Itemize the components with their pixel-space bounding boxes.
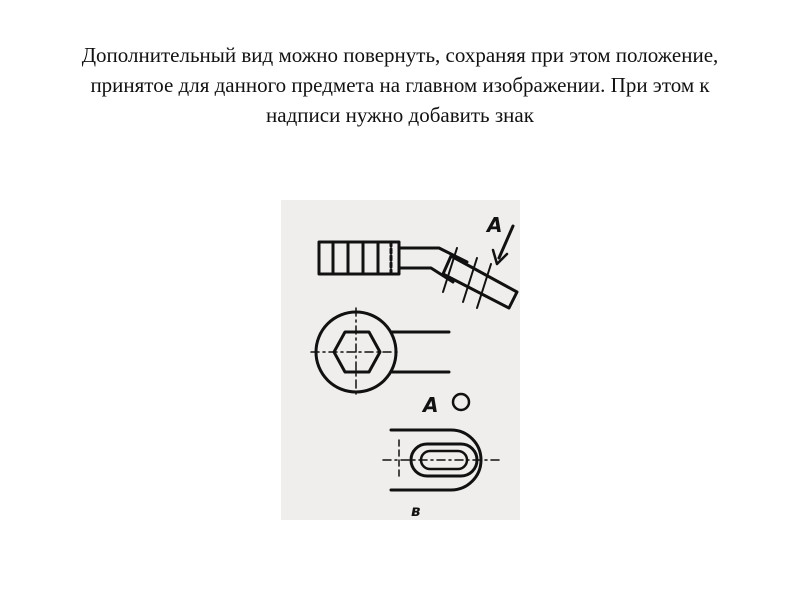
view-arrow-label: А: [487, 213, 503, 237]
technical-drawing-svg: [281, 200, 520, 520]
rotation-sign-icon: [453, 394, 469, 410]
view-label: А: [423, 393, 439, 417]
slide-text: Дополнительный вид можно повернуть, сохраняя при этом положение, принятое для данного предмета на главном изображении. При этом к надписи нужно добавить знак: [81, 43, 719, 127]
ring-arm: [391, 332, 449, 372]
auxiliary-view: [383, 430, 499, 490]
figure-caption: в: [411, 502, 421, 520]
front-view: [311, 308, 449, 396]
knurled-body: [319, 242, 399, 274]
technical-drawing: [281, 200, 520, 520]
top-view: [319, 242, 517, 308]
